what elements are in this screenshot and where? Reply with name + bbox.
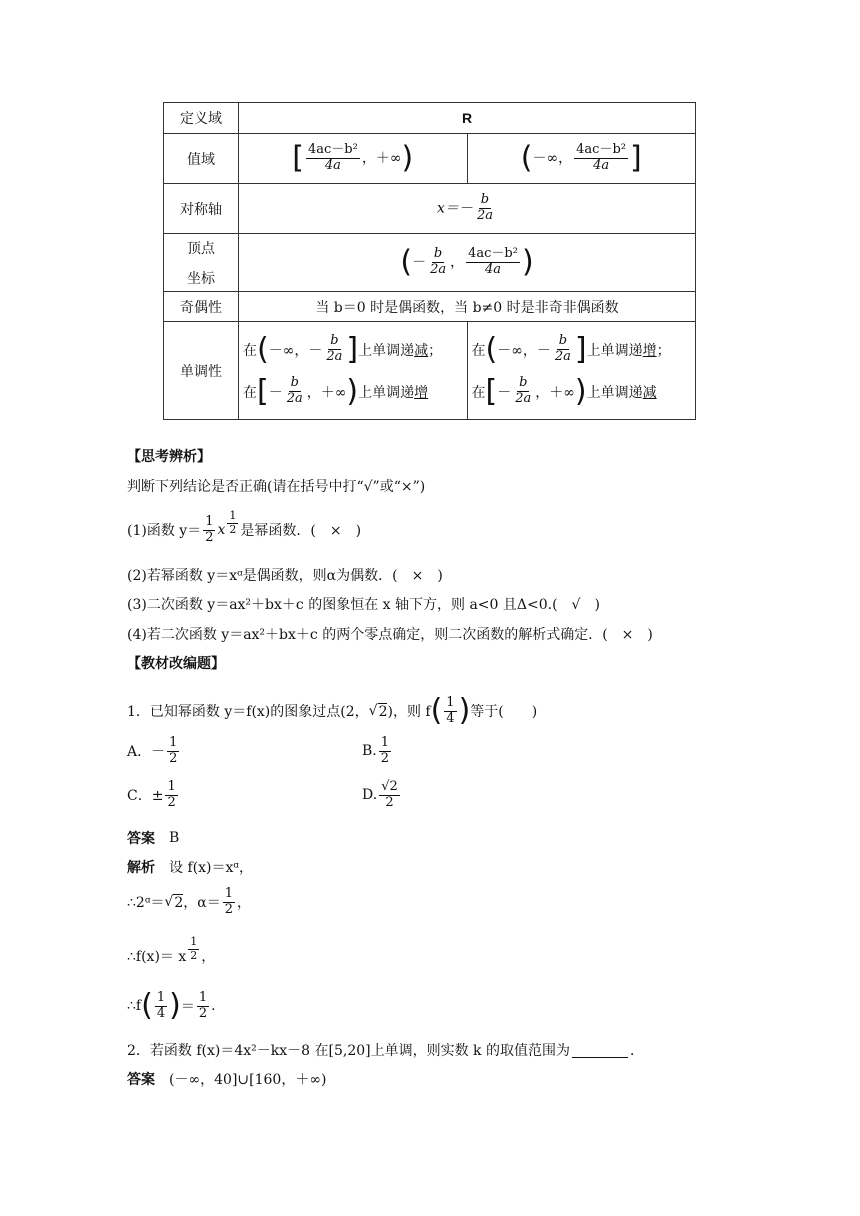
quadratic-properties-table	[163, 102, 696, 420]
parity-value: 当 b＝0 时是偶函数，当 b≠0 时是非奇非偶函数	[239, 292, 696, 322]
solution-line-3: ∴f(x)＝ x $\frac{1}{2}$ ，	[127, 934, 216, 965]
axis-label: 对称轴	[164, 184, 239, 234]
question-1: (1)函数 y＝ $\frac{1}{2}$ x $\frac{1}{2}$ 是幂函数．( × )	[127, 508, 362, 545]
solution-line-1: 解析 设 f(x)＝xᵅ，	[127, 859, 253, 876]
range-a-positive: [ $\frac{\text{4ac－b²}}{4a}$ ，＋∞)	[239, 134, 468, 184]
problem-1: 1．已知幂函数 y＝f(x)的图象过点(2， √ 2 )，则 f ( $\frac{1}{4}$ ) 等于( )	[127, 693, 538, 728]
problem-2: 2．若函数 f(x)＝4x²－kx－8 在[5,20]上单调，则实数 k 的取值范围为 ．	[127, 1043, 644, 1059]
option-d[interactable]: D. $\frac{√2}{2}$	[362, 779, 398, 810]
vertex-value: (－ $\frac{b}{2a}$ ， $\frac{\text{4ac－b²}}{4a}$ )	[239, 234, 696, 292]
think-intro: 判断下列结论是否正确(请在括号中打“√”或“×”)	[127, 479, 426, 495]
parity-label: 奇偶性	[164, 292, 239, 322]
domain-value: R	[239, 103, 696, 134]
option-b[interactable]: B. $\frac{1}{2}$	[362, 735, 390, 766]
monotonicity-label: 单调性	[164, 322, 239, 420]
question-3: (3)二次函数 y＝ax²＋bx＋c 的图象恒在 x 轴下方，则 a<0 且Δ<0.( √ )	[127, 597, 600, 613]
question-2: (2)若幂函数 y＝xᵅ是偶函数，则α为偶数．( × )	[127, 568, 443, 584]
option-c[interactable]: C．± $\frac{1}{2}$	[127, 779, 176, 810]
monotonicity-a-negative: 在 ( －∞， － $\frac{b}{2a}$ ] 上单调递 增 ； 在 [ － $\frac{b}{2a}$ ，＋∞ ) 上单调递 减	[467, 322, 696, 420]
solution-line-4: ∴f ( $\frac{1}{4}$ ) ＝ $\frac{1}{2}$ .	[127, 988, 216, 1023]
range-a-negative: (－∞， $\frac{\text{4ac－b²}}{4a}$ ]	[467, 134, 696, 184]
answer-1: 答案 B	[127, 830, 180, 846]
option-a[interactable]: A．－ $\frac{1}{2}$	[127, 735, 178, 766]
vertex-label: 顶点 坐标	[164, 234, 239, 292]
monotonicity-a-positive: 在 ( －∞， － $\frac{b}{2a}$ ] 上单调递 减 ； 在 [ － $\frac{b}{2a}$ ，＋∞ ) 上单调递 增	[239, 322, 468, 420]
domain-label: 定义域	[164, 103, 239, 134]
answer-blank[interactable]	[572, 1043, 628, 1058]
question-4: (4)若二次函数 y＝ax²＋bx＋c 的两个零点确定，则二次函数的解析式确定．( × )	[127, 627, 653, 643]
answer-2: 答案 (－∞，40]∪[160，＋∞)	[127, 1071, 327, 1088]
section-think-heading: 【思考辨析】	[127, 448, 211, 464]
axis-value: x＝－ $\frac{b}{2a}$	[239, 184, 696, 234]
range-label: 值域	[164, 134, 239, 184]
solution-line-2: ∴2ᵅ＝ √ 2 ，α＝ $\frac{1}{2}$ ，	[127, 885, 252, 917]
section-textbook-heading: 【教材改编题】	[127, 655, 225, 671]
